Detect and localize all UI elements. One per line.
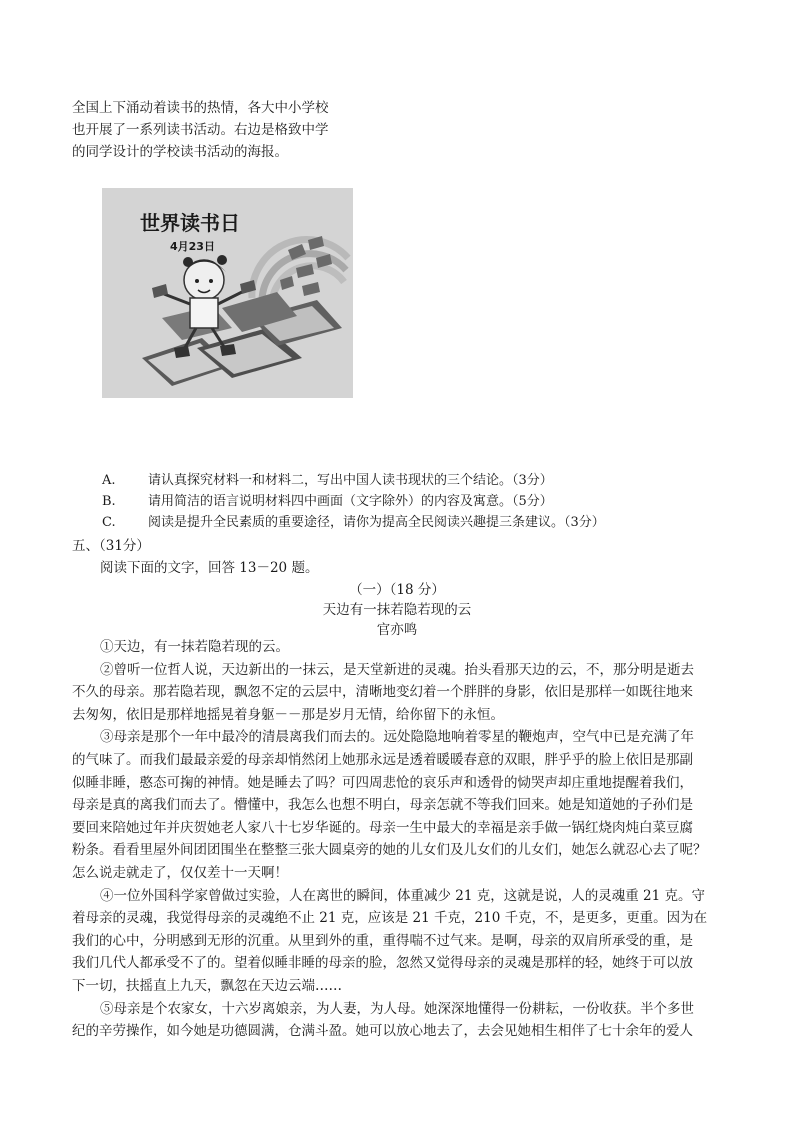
intro-line: 也开展了一系列读书活动。右边是格致中学 [72,122,329,138]
article-author: 官亦鸣 [376,622,418,638]
question-item [102,470,722,491]
question-text: 请用简洁的语言说明材料四中画面（文字除外）的内容及寓意。（5分） [148,494,553,509]
article-line: 我们几代人都承受不了的。望着似睡非睡的母亲的脸，忽然又觉得母亲的灵魂是那样的轻，她终于可以放 [72,955,693,972]
article-line: 粉条。看看里屋外间团团围坐在整整三张大圆桌旁的她的儿女们及儿女们的儿女们，她怎么就忍心去了呢？ [72,842,707,859]
question-text: 请认真探究材料一和材料二，写出中国人读书现状的三个结论。（3分） [148,473,553,488]
section-header: 五、（31分） [72,538,150,554]
article-line: 去匆匆，依旧是那样地摇晃着身躯－－那是岁月无情，给你留下的永恒。 [72,706,504,723]
article-line: ④一位外国科学家曾做过实验，人在离世的瞬间，体重减少 21 克，这就是说，人的灵魂重 21 克。守 [100,887,706,904]
article-line: 下一切，扶摇直上九天，飘忽在天边云端…… [72,977,342,994]
question-item [102,512,722,533]
subsection-heading: （一）（18 分） [349,582,445,598]
article-line: ①天边，有一抹若隐若现的云。 [100,639,289,655]
article-line: 的气味了。而我们最最亲爱的母亲却悄然闭上她那永远是透着暖暖春意的双眼，胖乎乎的脸上依旧是那副 [72,751,693,768]
article-line: 母亲是真的离我们而去了。懵懂中，我怎么也想不明白，母亲怎就不等我们回来。她是知道她的子孙们是 [72,797,693,814]
poster-title: 世界读书日 [140,211,240,235]
question-letter: A. [102,473,116,488]
article-line: 着母亲的灵魂，我觉得母亲的灵魂绝不止 21 克，应该是 21 千克，210 千克，不，是更多，更重。因为在 [72,910,708,927]
reading-instruction: 阅读下面的文字，回答 13－20 题。 [100,560,319,576]
article-line: 要回来陪她过年并庆贺她老人家八十七岁华诞的。母亲一生中最大的幸福是亲手做一锅红烧肉炖白菜豆腐 [72,819,693,836]
article-line: 怎么说走就走了，仅仅差十一天啊！ [72,864,288,881]
article-line: 不久的母亲。那若隐若现，飘忽不定的云层中，清晰地变幻着一个胖胖的身影，依旧是那样一如既往地来 [72,684,693,701]
article-line: ⑤母亲是个农家女，十六岁离娘亲，为人妻，为人母。她深深地懂得一份耕耘，一份收获。半个多世 [100,1000,694,1017]
intro-line: 的同学设计的学校读书活动的海报。 [72,144,288,160]
question-list [102,470,722,533]
poster-illustration [102,188,353,398]
question-text: 阅读是提升全民素质的重要途径，请你为提高全民阅读兴趣提三条建议。（3分） [148,515,605,530]
article-line: 似睡非睡，憨态可掬的神情。她是睡去了吗？可四周悲怆的哀乐声和透骨的恸哭声却庄重地提醒着我们， [72,774,693,791]
reading-day-poster [102,188,353,398]
article-body [72,636,732,1043]
intro-paragraph [72,97,372,163]
question-letter: C. [102,515,116,530]
article-line: 纪的辛劳操作，如今她是功德圆满，仓满斗盈。她可以放心地去了，去会见她相生相伴了七十余年的爱人 [72,1023,693,1040]
article-line: ②曾听一位哲人说，天边新出的一抹云，是天堂新进的灵魂。抬头看那天边的云，不，那分明是逝去 [100,661,694,678]
intro-line: 全国上下涌动着读书的热情，各大中小学校 [72,100,329,116]
article-line: ③母亲是那个一年中最冷的清晨离我们而去的。远处隐隐地响着零星的鞭炮声，空气中已是充满了年 [100,729,694,746]
question-item [102,491,722,512]
article-line: 我们的心中，分明感到无形的沉重。从里到外的重，重得喘不过气来。是啊，母亲的双肩所承受的重，是 [72,932,693,949]
article-title: 天边有一抹若隐若现的云 [322,602,472,618]
question-letter: B. [102,494,116,509]
poster-date: 4月23日 [170,240,215,253]
